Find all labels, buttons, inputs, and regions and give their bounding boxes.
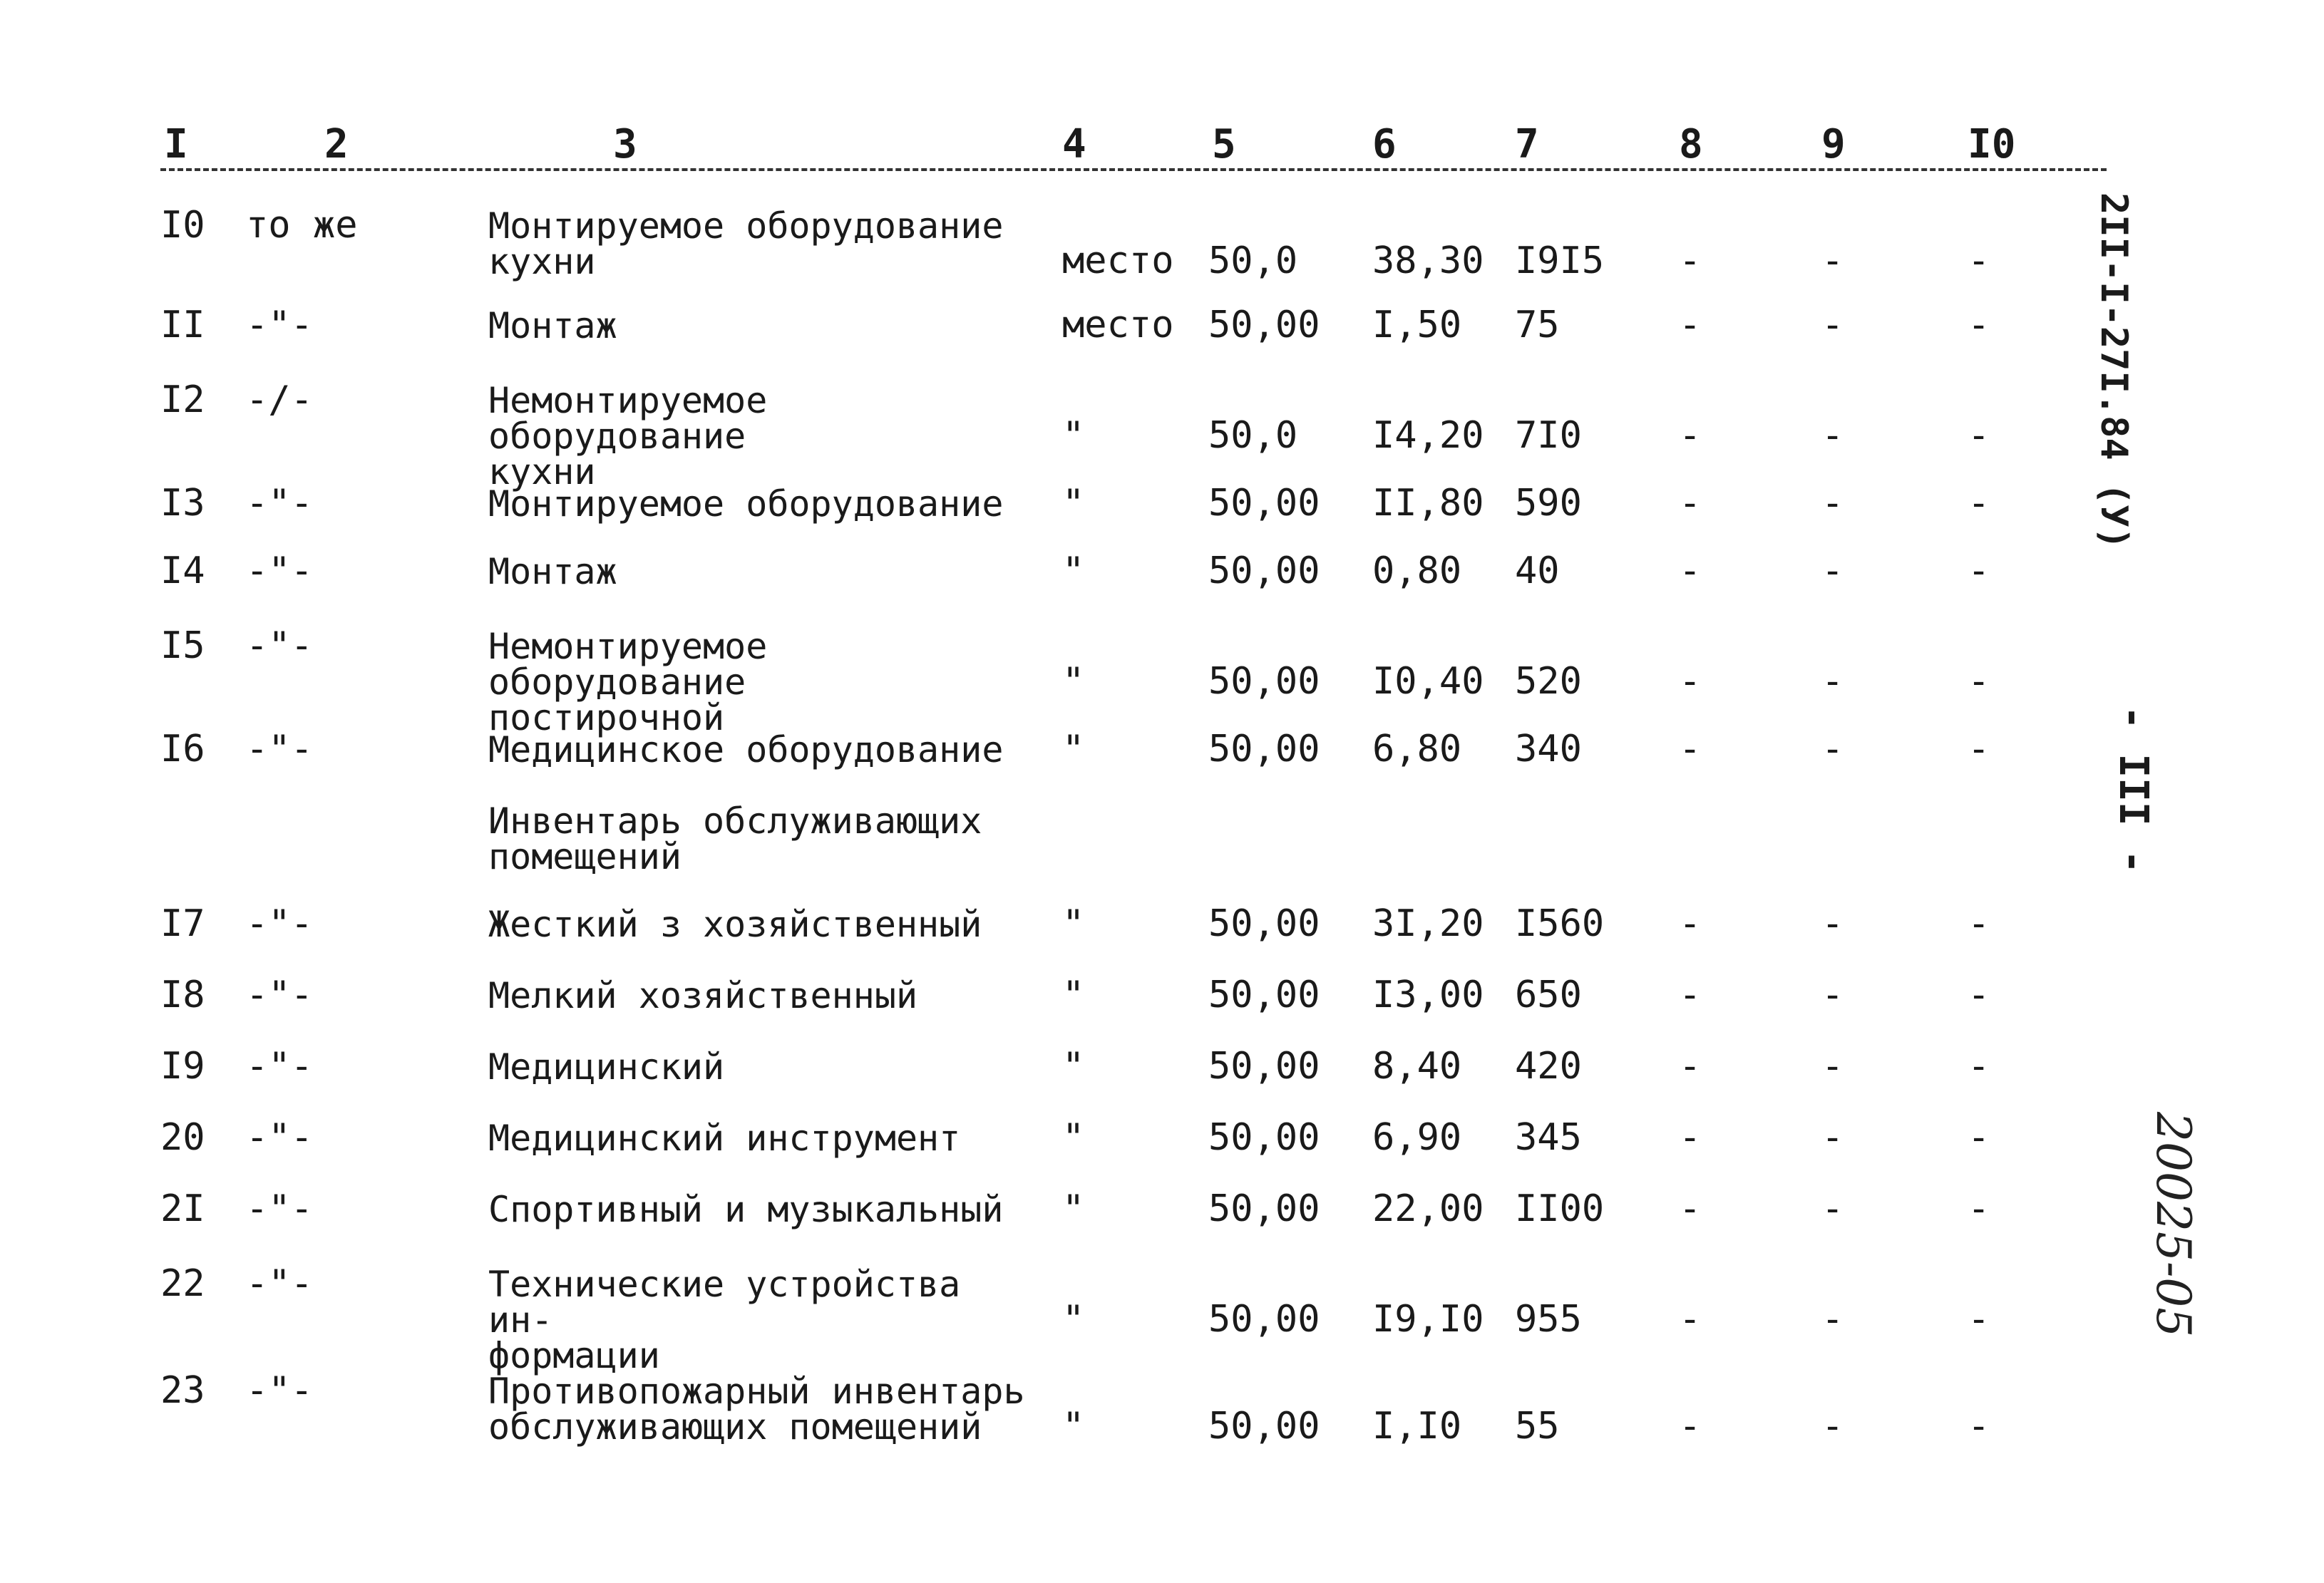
row-col9: - xyxy=(1821,414,1844,457)
row-col9: - xyxy=(1821,1298,1844,1341)
column-header-3: 3 xyxy=(613,121,637,167)
row-col10: - xyxy=(1968,902,1990,945)
row-col7: 75 xyxy=(1515,304,1560,346)
row-col10: - xyxy=(1968,414,1990,457)
row-col9: - xyxy=(1821,304,1844,346)
row-col5: 50,00 xyxy=(1208,1405,1320,1448)
row-col7: 55 xyxy=(1515,1405,1560,1448)
row-col6: 38,30 xyxy=(1372,239,1484,282)
row-reference: -"- xyxy=(246,728,313,770)
row-col10: - xyxy=(1968,1045,1990,1088)
row-col9: - xyxy=(1821,482,1844,525)
row-unit: " xyxy=(1062,660,1085,703)
row-col10: - xyxy=(1968,550,1990,592)
row-description: Инвентарь обслуживающих помещений xyxy=(488,800,982,877)
row-description: Монтируемое оборудование xyxy=(488,483,1004,525)
row-reference: -"- xyxy=(246,974,313,1016)
row-number: 2I xyxy=(160,1187,205,1230)
row-col5: 50,00 xyxy=(1208,1045,1320,1088)
row-description: Технические устройства ин- формации xyxy=(488,1264,961,1376)
column-header-6: 6 xyxy=(1372,121,1397,167)
row-col10: - xyxy=(1968,239,1990,282)
row-col5: 50,00 xyxy=(1208,482,1320,525)
row-unit: " xyxy=(1062,1187,1085,1230)
row-col9: - xyxy=(1821,1187,1844,1230)
row-col9: - xyxy=(1821,728,1844,770)
row-col8: - xyxy=(1679,1045,1702,1088)
row-col10: - xyxy=(1968,304,1990,346)
row-number: I3 xyxy=(160,482,205,525)
header-divider xyxy=(160,168,2107,171)
row-col7: 345 xyxy=(1515,1116,1582,1159)
row-reference: -"- xyxy=(246,624,313,667)
row-col5: 50,00 xyxy=(1208,728,1320,770)
row-col10: - xyxy=(1968,482,1990,525)
row-col10: - xyxy=(1968,974,1990,1016)
row-col6: II,80 xyxy=(1372,482,1484,525)
column-header-9: 9 xyxy=(1821,121,1846,167)
row-unit: " xyxy=(1062,550,1085,592)
row-col8: - xyxy=(1679,550,1702,592)
row-col7: I9I5 xyxy=(1515,239,1605,282)
row-unit: " xyxy=(1062,1045,1085,1088)
row-number: I4 xyxy=(160,550,205,592)
row-col8: - xyxy=(1679,304,1702,346)
row-unit: " xyxy=(1062,974,1085,1016)
row-col6: I,I0 xyxy=(1372,1405,1462,1448)
row-col7: II00 xyxy=(1515,1187,1605,1230)
row-col6: 6,80 xyxy=(1372,728,1462,770)
row-col8: - xyxy=(1679,660,1702,703)
row-col8: - xyxy=(1679,974,1702,1016)
row-number: 22 xyxy=(160,1262,205,1305)
row-unit: " xyxy=(1062,1116,1085,1159)
row-col5: 50,00 xyxy=(1208,902,1320,945)
row-col6: I9,I0 xyxy=(1372,1298,1484,1341)
row-col5: 50,00 xyxy=(1208,1187,1320,1230)
column-header-8: 8 xyxy=(1679,121,1703,167)
row-col10: - xyxy=(1968,728,1990,770)
row-reference: то же xyxy=(246,204,358,247)
row-reference: -/- xyxy=(246,378,313,421)
row-number: 23 xyxy=(160,1369,205,1412)
handwritten-number: 20025-05 xyxy=(2146,1112,2201,1338)
row-unit: " xyxy=(1062,728,1085,770)
row-number: I2 xyxy=(160,378,205,421)
row-description: Противопожарный инвентарь обслуживающих помещений xyxy=(488,1371,1025,1448)
row-col6: 8,40 xyxy=(1372,1045,1462,1088)
row-col7: 955 xyxy=(1515,1298,1582,1341)
column-header-2: 2 xyxy=(324,121,349,167)
row-reference: -"- xyxy=(246,1262,313,1305)
row-unit: " xyxy=(1062,1405,1085,1448)
row-col7: I560 xyxy=(1515,902,1605,945)
column-header-4: 4 xyxy=(1062,121,1086,167)
row-number: I0 xyxy=(160,204,205,247)
row-col8: - xyxy=(1679,728,1702,770)
row-description: Спортивный и музыкальный xyxy=(488,1189,1004,1230)
row-col10: - xyxy=(1968,1187,1990,1230)
row-col5: 50,0 xyxy=(1208,239,1298,282)
row-col9: - xyxy=(1821,239,1844,282)
row-col8: - xyxy=(1679,482,1702,525)
row-description: Мелкий хозяйственный xyxy=(488,975,918,1016)
row-col7: 40 xyxy=(1515,550,1560,592)
row-reference: -"- xyxy=(246,482,313,525)
row-col9: - xyxy=(1821,550,1844,592)
row-col7: 520 xyxy=(1515,660,1582,703)
row-description: Медицинский xyxy=(488,1046,725,1088)
row-col8: - xyxy=(1679,239,1702,282)
row-col7: 420 xyxy=(1515,1045,1582,1088)
row-reference: -"- xyxy=(246,1045,313,1088)
row-number: I5 xyxy=(160,624,205,667)
column-header-1: I xyxy=(164,121,188,167)
page-number: - III - xyxy=(2110,706,2156,875)
row-number: I9 xyxy=(160,1045,205,1088)
row-description: Немонтируемое оборудование кухни xyxy=(488,380,768,493)
row-number: 20 xyxy=(160,1116,205,1159)
row-col6: 6,90 xyxy=(1372,1116,1462,1159)
row-reference: -"- xyxy=(246,304,313,346)
row-description: Немонтируемое оборудование постирочной xyxy=(488,626,768,738)
row-col5: 50,0 xyxy=(1208,414,1298,457)
row-unit: место xyxy=(1062,239,1174,282)
row-col8: - xyxy=(1679,1298,1702,1341)
row-col9: - xyxy=(1821,1045,1844,1088)
row-col6: I0,40 xyxy=(1372,660,1484,703)
row-unit: " xyxy=(1062,902,1085,945)
row-col7: 340 xyxy=(1515,728,1582,770)
row-col7: 7I0 xyxy=(1515,414,1582,457)
row-col8: - xyxy=(1679,1116,1702,1159)
row-col10: - xyxy=(1968,660,1990,703)
column-header-5: 5 xyxy=(1212,121,1236,167)
row-col9: - xyxy=(1821,902,1844,945)
row-unit: " xyxy=(1062,414,1085,457)
row-col5: 50,00 xyxy=(1208,974,1320,1016)
row-reference: -"- xyxy=(246,550,313,592)
row-unit: место xyxy=(1062,304,1174,346)
row-col6: I3,00 xyxy=(1372,974,1484,1016)
row-description: Медицинское оборудование xyxy=(488,729,1004,770)
row-description: Медицинский инструмент xyxy=(488,1118,961,1159)
row-col8: - xyxy=(1679,1187,1702,1230)
column-header-10: I0 xyxy=(1968,121,2016,167)
row-number: I7 xyxy=(160,902,205,945)
row-col9: - xyxy=(1821,660,1844,703)
row-unit: " xyxy=(1062,482,1085,525)
row-description: Монтаж xyxy=(488,305,617,346)
row-number: II xyxy=(160,304,205,346)
row-col6: I,50 xyxy=(1372,304,1462,346)
row-unit: " xyxy=(1062,1298,1085,1341)
row-col5: 50,00 xyxy=(1208,1298,1320,1341)
row-col6: 22,00 xyxy=(1372,1187,1484,1230)
row-col5: 50,00 xyxy=(1208,304,1320,346)
row-col10: - xyxy=(1968,1116,1990,1159)
row-reference: -"- xyxy=(246,902,313,945)
row-description: Жесткий з хозяйственный xyxy=(488,904,982,945)
row-description: Монтаж xyxy=(488,551,617,592)
row-col6: 3I,20 xyxy=(1372,902,1484,945)
row-reference: -"- xyxy=(246,1116,313,1159)
row-col5: 50,00 xyxy=(1208,550,1320,592)
row-col10: - xyxy=(1968,1405,1990,1448)
row-col7: 590 xyxy=(1515,482,1582,525)
row-reference: -"- xyxy=(246,1369,313,1412)
row-col5: 50,00 xyxy=(1208,660,1320,703)
row-description: Монтируемое оборудование кухни xyxy=(488,205,1004,282)
row-col5: 50,00 xyxy=(1208,1116,1320,1159)
row-reference: -"- xyxy=(246,1187,313,1230)
row-col8: - xyxy=(1679,1405,1702,1448)
document-code: 2II-I-27I.84 (У) xyxy=(2092,192,2135,550)
row-number: I8 xyxy=(160,974,205,1016)
row-col9: - xyxy=(1821,974,1844,1016)
row-number: I6 xyxy=(160,728,205,770)
row-col7: 650 xyxy=(1515,974,1582,1016)
column-header-7: 7 xyxy=(1515,121,1539,167)
row-col8: - xyxy=(1679,414,1702,457)
row-col6: I4,20 xyxy=(1372,414,1484,457)
row-col8: - xyxy=(1679,902,1702,945)
row-col10: - xyxy=(1968,1298,1990,1341)
row-col9: - xyxy=(1821,1116,1844,1159)
row-col9: - xyxy=(1821,1405,1844,1448)
row-col6: 0,80 xyxy=(1372,550,1462,592)
